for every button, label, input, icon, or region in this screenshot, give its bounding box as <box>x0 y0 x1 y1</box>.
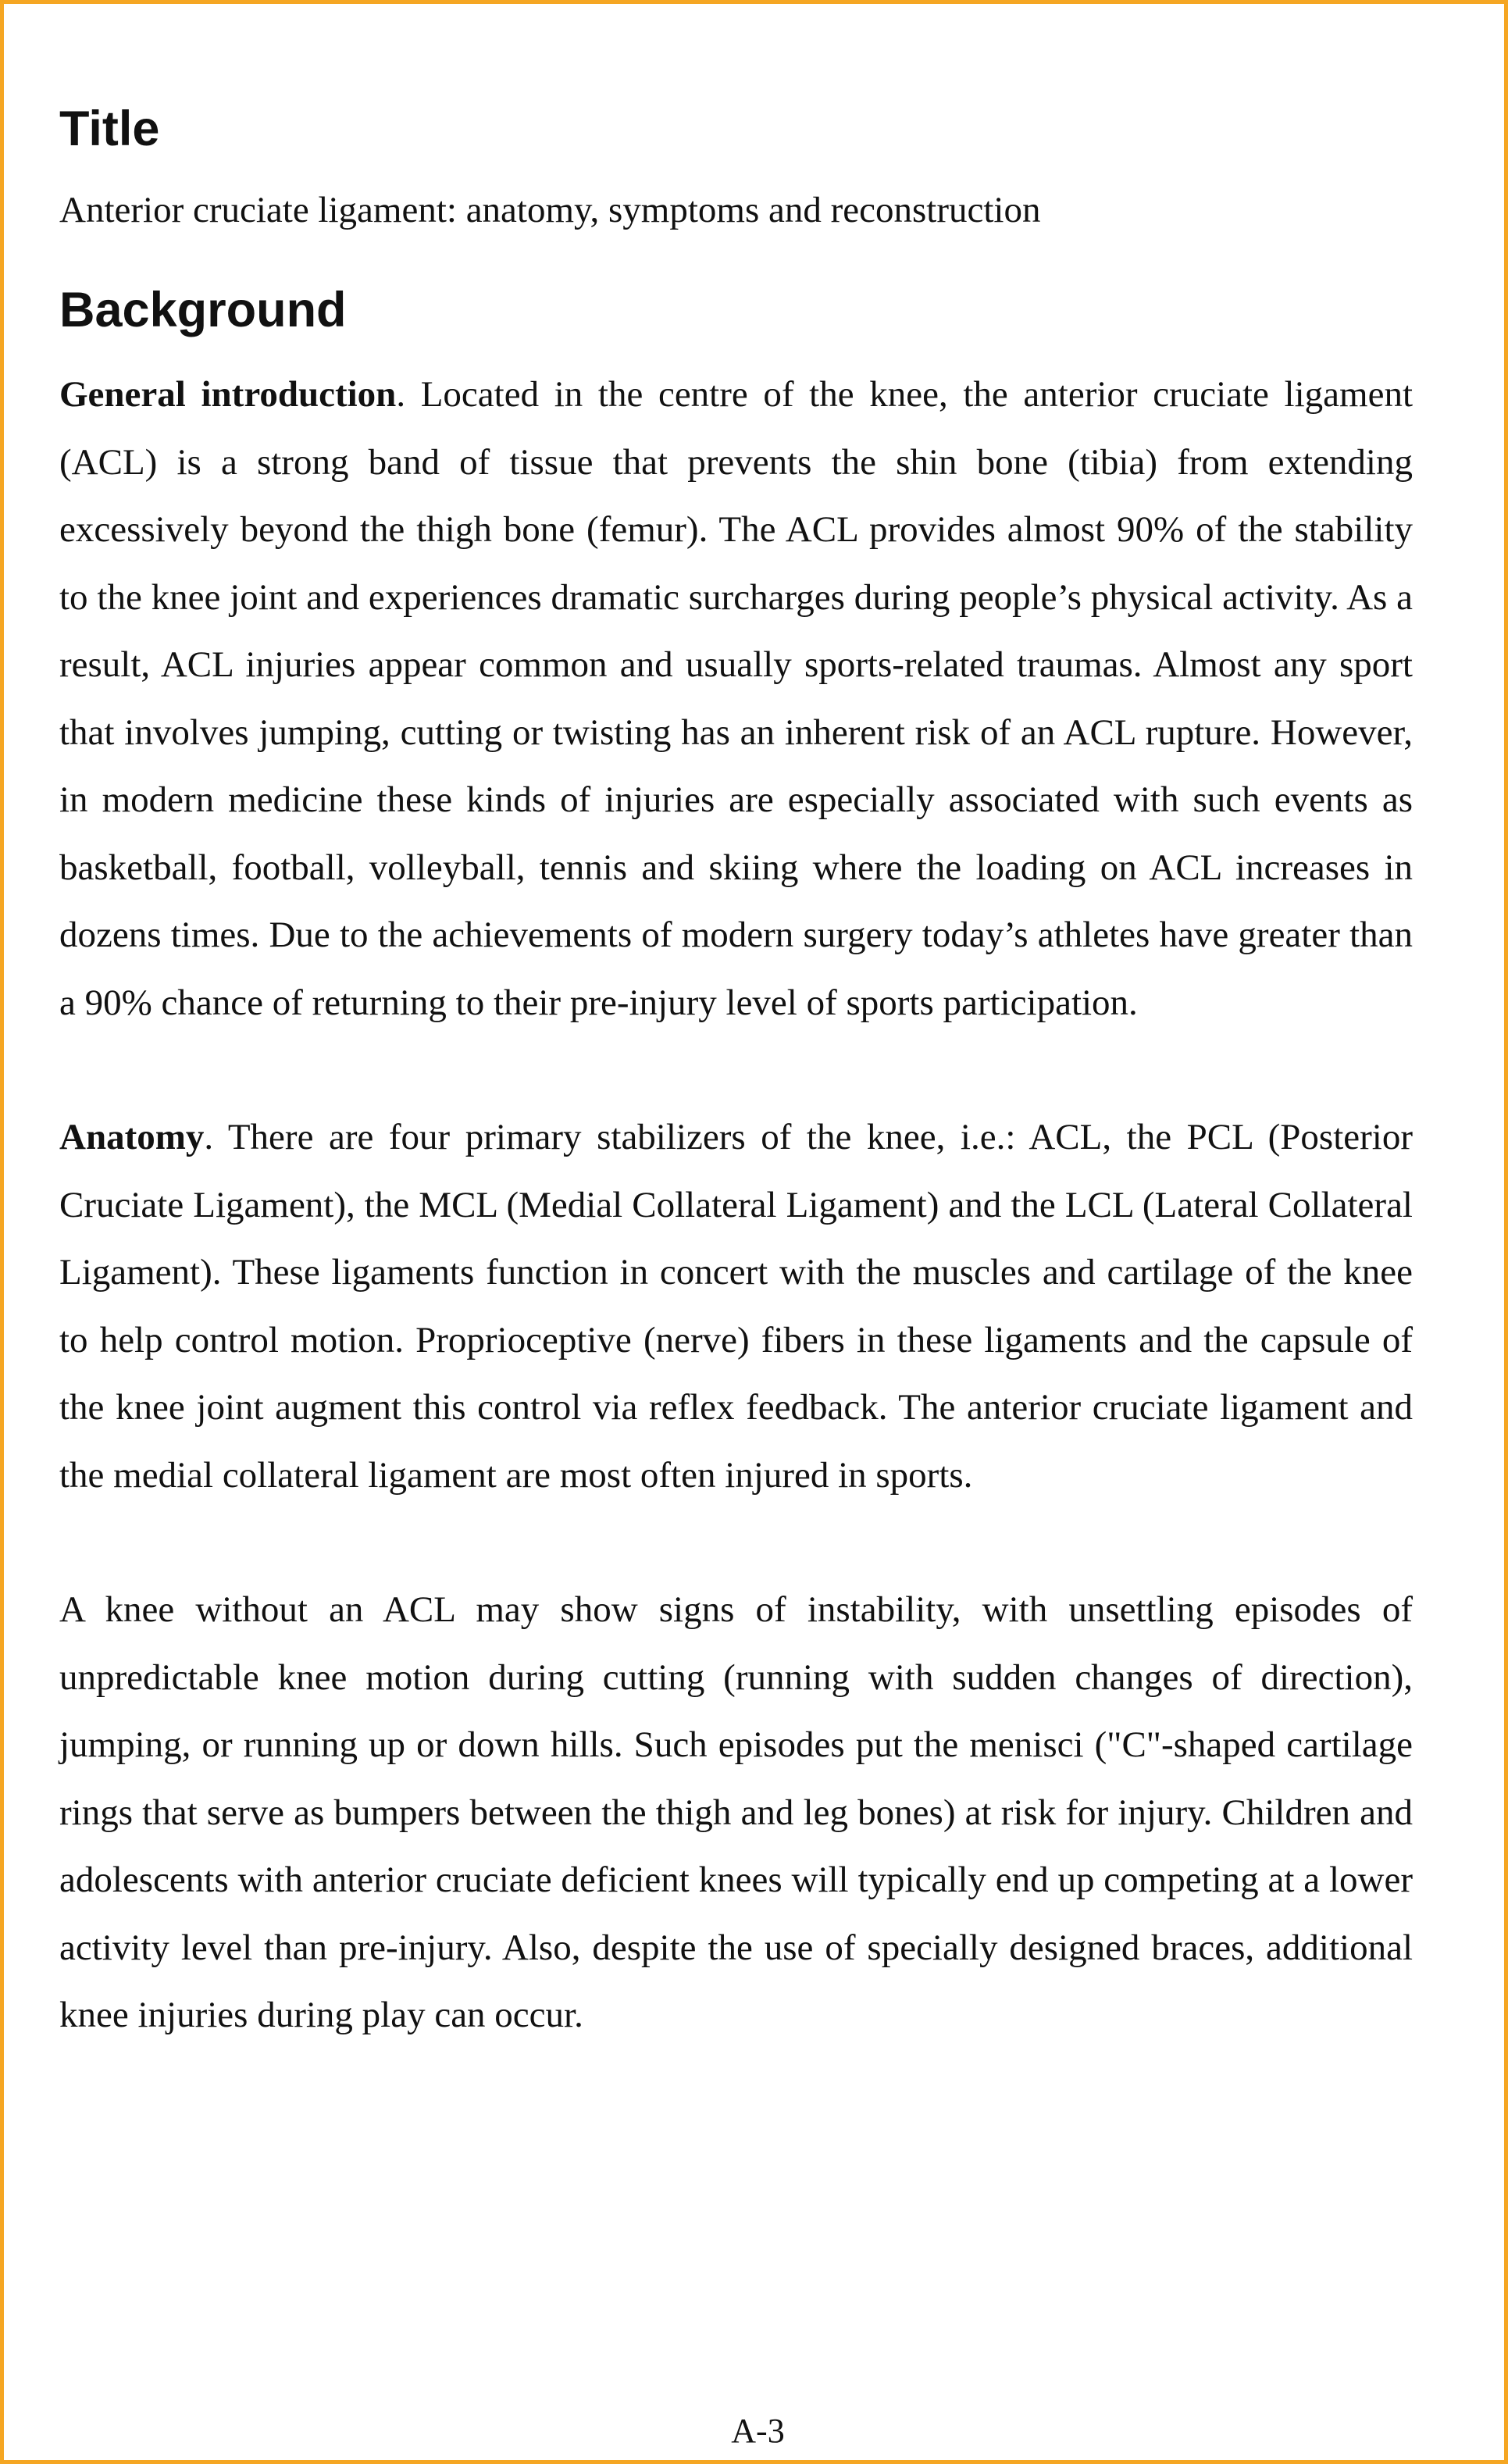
paragraph-lead: General introduction <box>59 374 397 415</box>
background-heading: Background <box>59 283 347 337</box>
page-content <box>59 98 1413 2049</box>
paragraph-body: . There are four primary stabilizers of the knee, i.e.: ACL, the PCL (Posterior Cruciate Ligament), the MCL (Medial Collateral Ligament) and the LCL (Lateral Collateral Ligament). These ligaments function in concert with the muscles and cartilage of the knee to help control motion. Proprioceptive (nerve) fibers in these ligaments and the capsule of the knee joint augment this control via reflex feedback. The anterior cruciate ligament and the medial collateral ligament are most often injured in sports. <box>59 1117 1413 1496</box>
paragraph-body: . Located in the centre of the knee, the anterior cruciate ligament (ACL) is a strong band of tissue that prevents the shin bone (tibia) from extending excessively beyond the thigh bone (femur). The ACL provides almost 90% of the stability to the knee joint and experiences dramatic surcharges during people’s physical activity. As a result, ACL injuries appear common and usually sports-related traumas. Almost any sport that involves jumping, cutting or twisting has an inherent risk of an ACL rupture. However, in modern medicine these kinds of injuries are especially associated with such events as basketball, football, volleyball, tennis and skiing where the loading on ACL increases in dozens times. Due to the achievements of modern surgery today’s athletes have greater than a 90% chance of returning to their pre-injury level of sports participation. <box>59 374 1413 1023</box>
page-number: A-3 <box>731 2412 785 2450</box>
paragraph-anatomy <box>59 1104 1413 1509</box>
title-heading: Title <box>59 102 160 156</box>
paragraph-instability <box>59 1576 1413 2049</box>
paragraph-general-introduction <box>59 361 1413 1036</box>
paragraph-body: A knee without an ACL may show signs of instability, with unsettling episodes of unpredictable knee motion during cutting (running with sudden changes of direction), jumping, or running up or down hills. Such episodes put the menisci ("C"-shaped cartilage rings that serve as bumpers between the thigh and leg bones) at risk for injury. Children and adolescents with anterior cruciate deficient knees will typically end up competing at a lower activity level than pre-injury. Also, despite the use of specially designed braces, additional knee injuries during play can occur. <box>59 1589 1413 2035</box>
paragraph-lead: Anatomy <box>59 1117 205 1157</box>
document-title: Anterior cruciate ligament: anatomy, symptoms and reconstruction <box>59 190 1041 230</box>
